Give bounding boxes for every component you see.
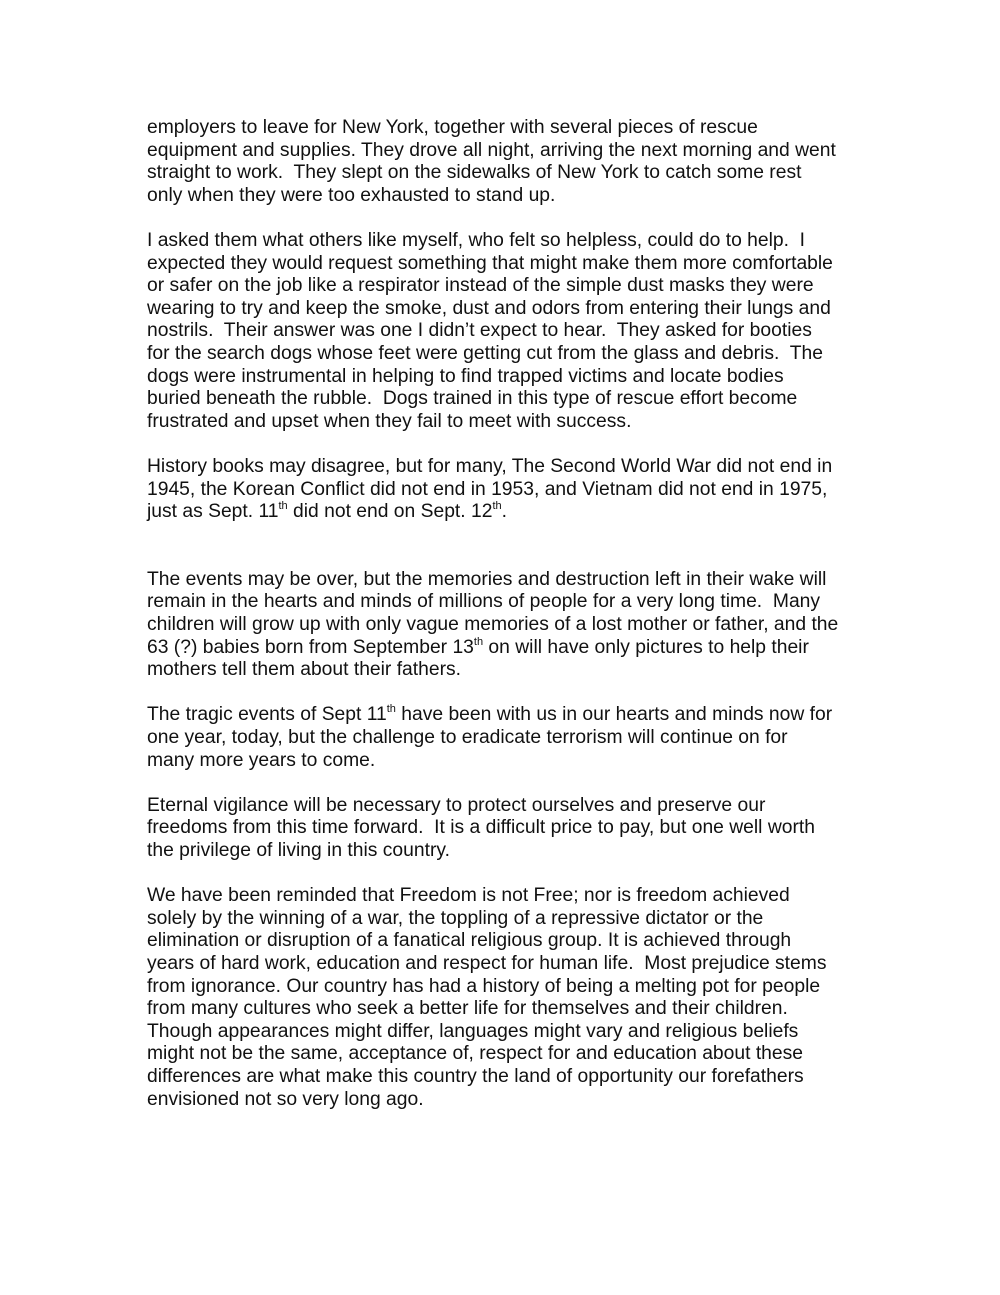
paragraph-spacer <box>147 546 867 569</box>
paragraph-spacer <box>147 863 867 886</box>
text-line: frustrated and upset when they fail to meet with success. <box>147 410 632 432</box>
text-line: We have been reminded that Freedom is not Free; nor is freedom achieved <box>147 885 790 907</box>
paragraph-1 <box>147 117 867 207</box>
paragraph-5 <box>147 704 867 772</box>
text-line: nostrils. Their answer was one I didn’t expect to hear. They asked for booties <box>147 320 812 342</box>
text-fragment: The tragic events of Sept 11 <box>147 704 387 726</box>
text-line: dogs were instrumental in helping to find trapped victims and locate bodies <box>147 365 784 387</box>
text-fragment: on will have only pictures to help their <box>483 636 809 658</box>
text-line: differences are what make this country the land of opportunity our forefathers <box>147 1065 804 1087</box>
text-line: The events may be over, but the memories and destruction left in their wake will <box>147 568 827 590</box>
text-line: one year, today, but the challenge to eradicate terrorism will continue on for <box>147 727 788 749</box>
text-line: elimination or disruption of a fanatical religious group. It is achieved through <box>147 930 792 952</box>
paragraph-spacer <box>147 772 867 795</box>
text-line: the privilege of living in this country. <box>147 840 450 861</box>
text-line: envisioned not so very long ago. <box>147 1088 424 1110</box>
text-fragment: have been with us in our hearts and minds now for <box>395 704 833 726</box>
text-line: History books may disagree, but for many, The Second World War did not end in <box>147 455 833 477</box>
paragraph-spacer <box>147 433 867 456</box>
paragraph-2 <box>147 230 867 433</box>
paragraph-7 <box>147 885 867 1111</box>
text-line: Eternal vigilance will be necessary to protect ourselves and preserve our <box>147 794 766 816</box>
text-line: equipment and supplies. They drove all night, arriving the next morning and went <box>147 139 836 161</box>
paragraph-spacer <box>147 524 867 547</box>
text-line: from many cultures who seek a better life for themselves and their children. <box>147 998 788 1020</box>
text-line: for the search dogs whose feet were getting cut from the glass and debris. The <box>147 342 823 364</box>
document-body <box>147 117 867 1111</box>
ordinal-suffix: th <box>473 635 484 648</box>
text-line: employers to leave for New York, together with several pieces of rescue <box>147 117 758 138</box>
text-line: only when they were too exhausted to stand up. <box>147 184 556 206</box>
ordinal-suffix: th <box>492 500 502 513</box>
text-line: freedoms from this time forward. It is a difficult price to pay, but one well worth <box>147 817 815 839</box>
text-line: mothers tell them about their fathers. <box>147 659 462 681</box>
text-line: straight to work. They slept on the sidewalks of New York to catch some rest <box>147 162 802 184</box>
ordinal-suffix: th <box>386 703 396 716</box>
text-line <box>147 637 867 660</box>
text-line: years of hard work, education and respect for human life. Most prejudice stems <box>147 952 827 974</box>
paragraph-3 <box>147 456 867 524</box>
text-line: children will grow up with only vague memories of a lost mother or father, and the <box>147 614 839 636</box>
text-line: I asked them what others like myself, who felt so helpless, could do to help. I <box>147 229 806 251</box>
text-line: expected they would request something that might make them more comfortable <box>147 252 833 274</box>
text-line: Though appearances might differ, languages might vary and religious beliefs <box>147 1020 799 1042</box>
text-line: 1945, the Korean Conflict did not end in 1953, and Vietnam did not end in 1975, <box>147 478 828 500</box>
text-fragment: . <box>501 501 507 523</box>
paragraph-4 <box>147 569 867 682</box>
text-line <box>147 704 867 727</box>
text-fragment: 63 (?) babies born from September 13 <box>147 636 474 658</box>
text-line <box>147 501 867 524</box>
text-line: might not be the same, acceptance of, respect for and education about these <box>147 1043 803 1065</box>
text-line: many more years to come. <box>147 749 376 771</box>
paragraph-spacer <box>147 207 867 230</box>
paragraph-6 <box>147 795 867 863</box>
text-fragment: did not end on Sept. 12 <box>287 501 493 523</box>
ordinal-suffix: th <box>278 500 288 513</box>
text-fragment: just as Sept. 11 <box>147 501 279 523</box>
text-line: solely by the winning of a war, the toppling of a repressive dictator or the <box>147 907 764 929</box>
text-line: wearing to try and keep the smoke, dust and odors from entering their lungs and <box>147 297 831 319</box>
paragraph-spacer <box>147 682 867 705</box>
text-line: or safer on the job like a respirator instead of the simple dust masks they were <box>147 275 814 297</box>
text-line: remain in the hearts and minds of millions of people for a very long time. Many <box>147 591 821 613</box>
text-line: buried beneath the rubble. Dogs trained in this type of rescue effort become <box>147 388 798 410</box>
text-line: from ignorance. Our country has had a history of being a melting pot for people <box>147 975 821 997</box>
